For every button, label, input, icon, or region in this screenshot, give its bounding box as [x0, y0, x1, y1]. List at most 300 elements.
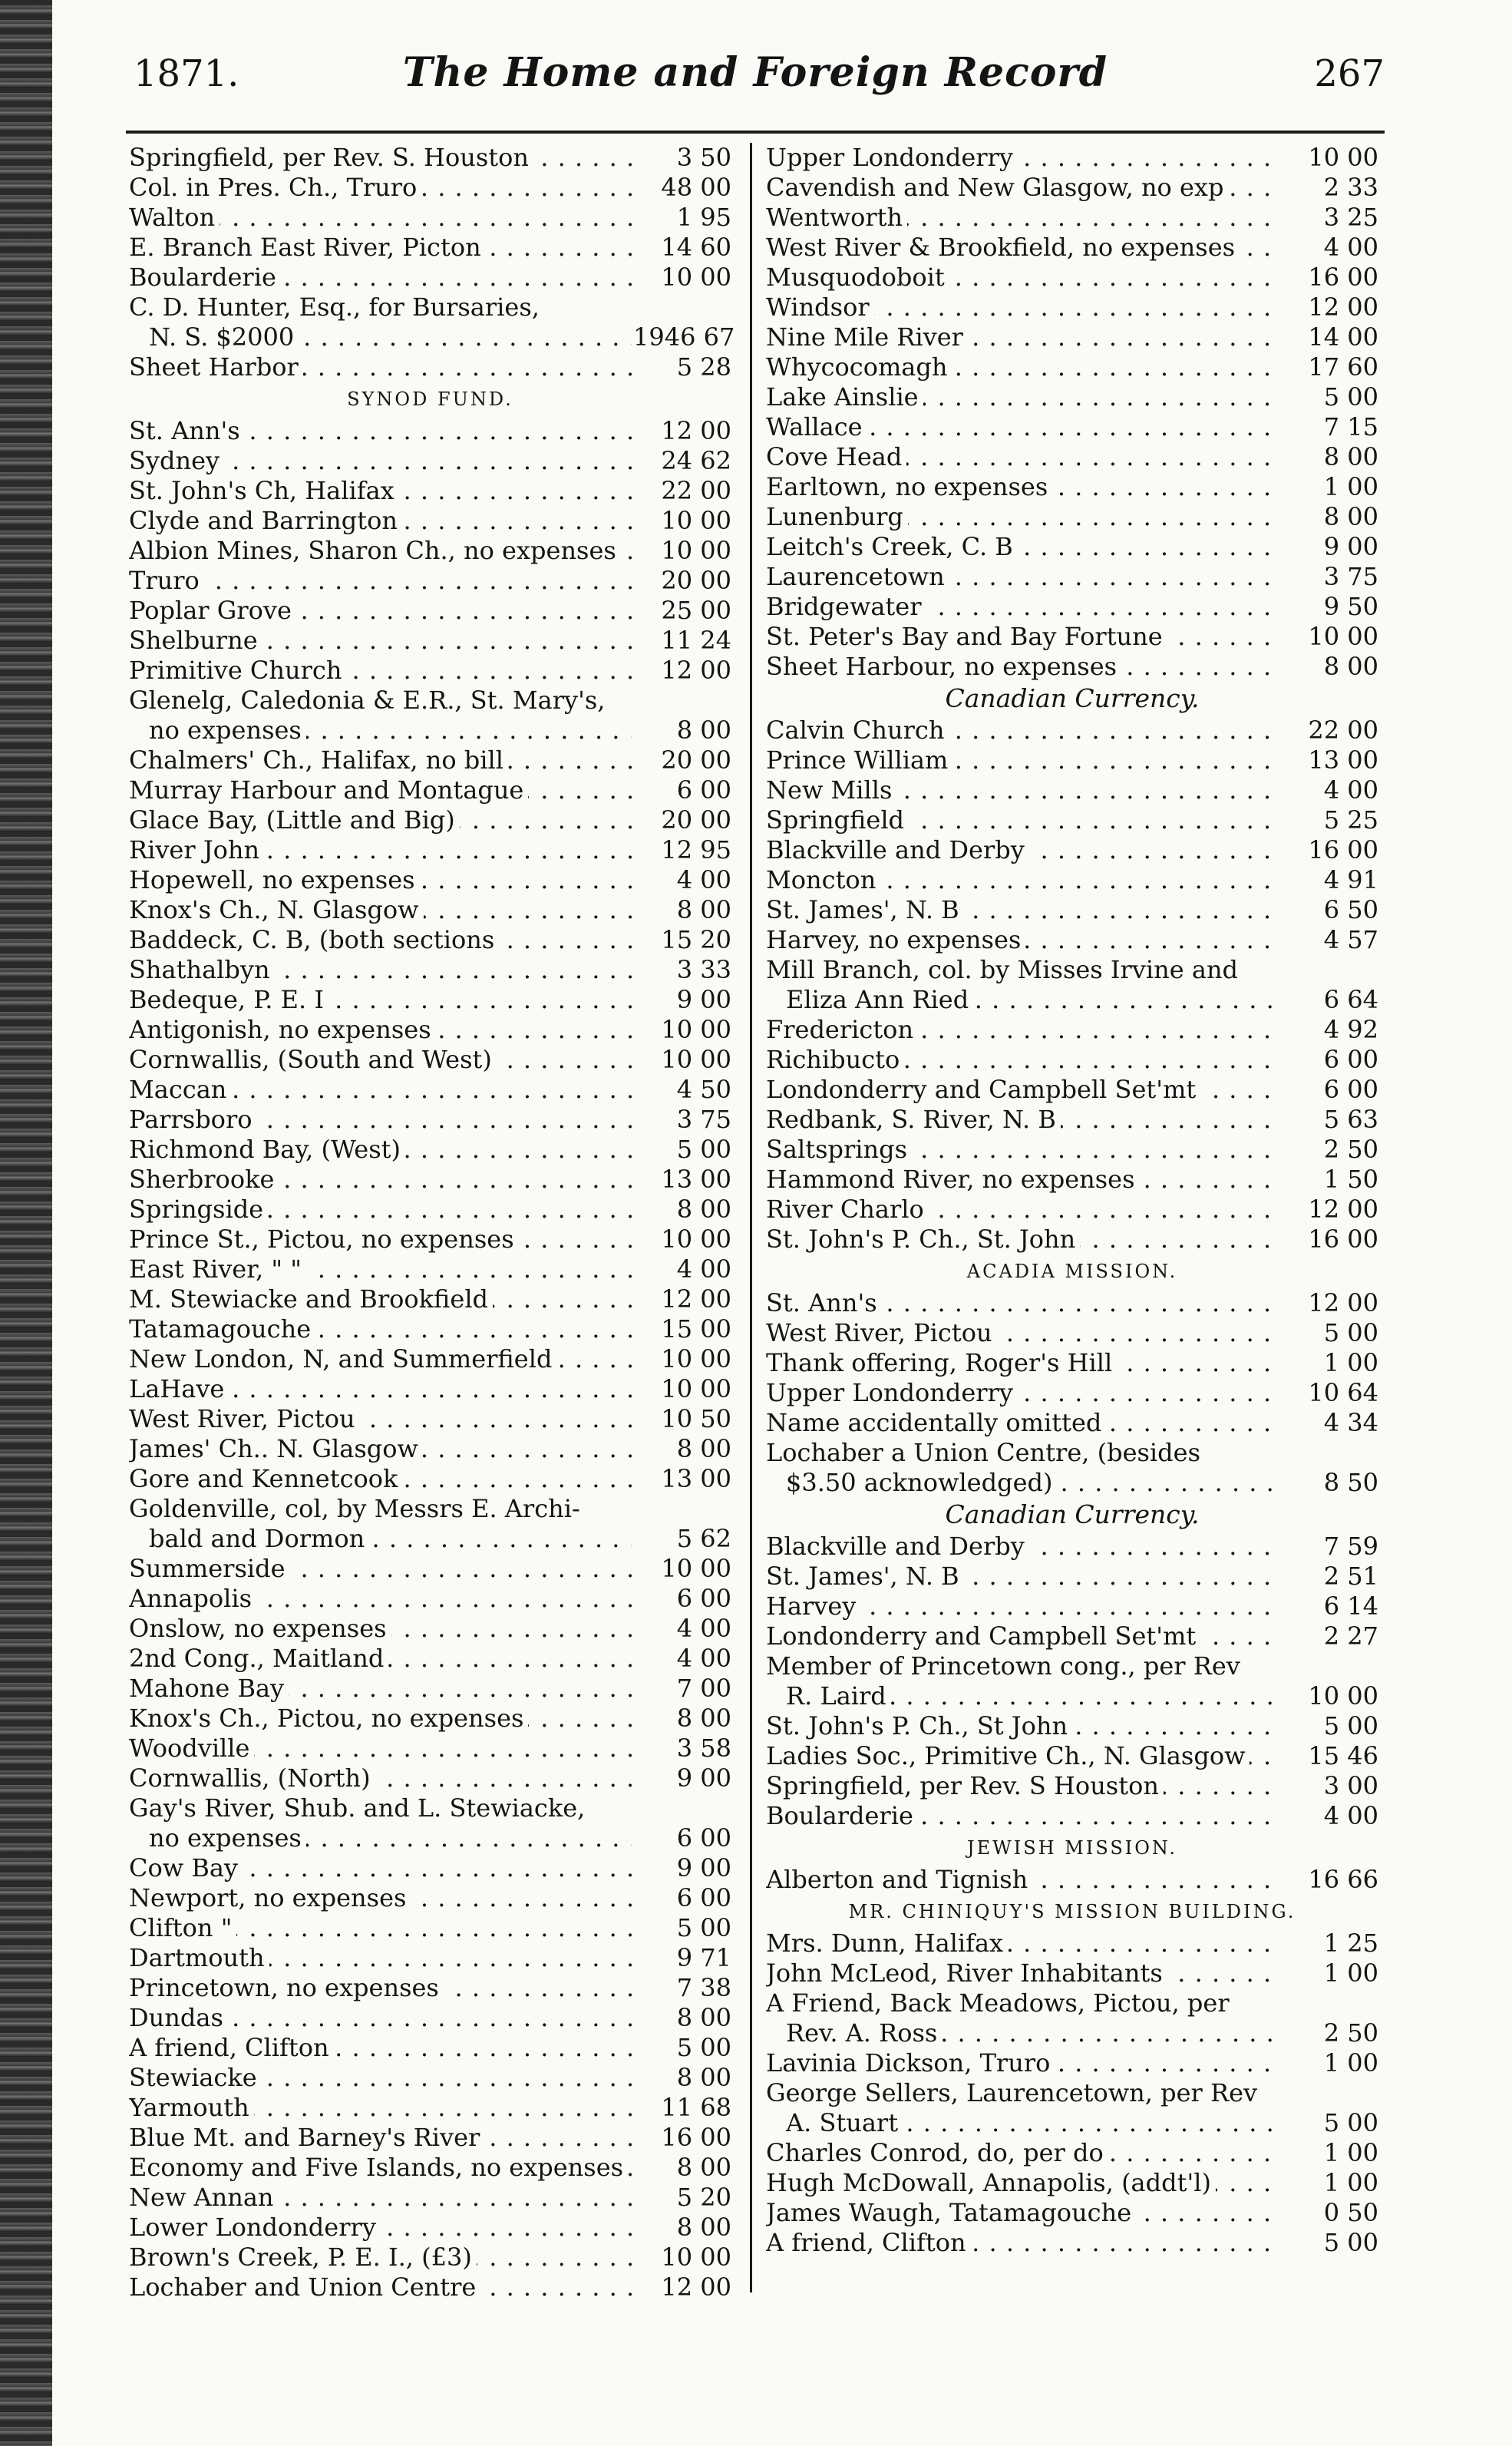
entry-name-text: Leitch's Creek, C. B [766, 532, 1018, 561]
entry-name [129, 2243, 632, 2272]
entry-name [786, 2018, 1279, 2048]
entry-amount: 3 75 [676, 1105, 731, 1134]
entry-name [766, 233, 1279, 263]
entry-name [766, 1771, 1279, 1801]
entry-name-text: Hammond River, no expenses [766, 1165, 1140, 1194]
ledger-entry [766, 2048, 1378, 2078]
entry-name [766, 532, 1279, 562]
ledger-entry [766, 622, 1378, 652]
entry-name-text: Calvin Church [766, 716, 949, 745]
entry-name-text: Gay's River, Shub. and L. Stewiacke, [129, 1793, 589, 1823]
ledger-entry [129, 2153, 731, 2183]
entry-name [129, 2123, 632, 2153]
ledger-entry [129, 352, 731, 382]
entry-name [766, 652, 1279, 682]
ledger-entry [766, 1711, 1378, 1741]
ledger-entry [129, 1554, 731, 1584]
entry-amount: 1 00 [1323, 2138, 1378, 2167]
entry-name-text: Woodville [129, 1734, 254, 1763]
entry-name [766, 592, 1279, 622]
entry-name-text: Harvey [766, 1592, 860, 1621]
entry-name-text: bald and Dormon [149, 1524, 369, 1553]
entry-name-text: Cove Head [766, 442, 906, 471]
entry-name [129, 1225, 632, 1254]
entry-name [129, 955, 632, 985]
entry-name-text: Poplar Grove [129, 596, 296, 625]
ledger-entry [129, 2272, 731, 2302]
entry-name [766, 412, 1279, 442]
entry-name [129, 173, 632, 203]
entry-amount: 12 00 [661, 1284, 731, 1314]
entry-amount: 8 00 [676, 2213, 731, 2242]
entry-name-text: James Waugh, Tatamagouche [766, 2198, 1136, 2227]
entry-amount: 4 00 [1323, 233, 1378, 262]
entry-amount: 13 00 [661, 1165, 731, 1194]
entry-amount: 12 00 [1308, 293, 1378, 322]
entry-amount: 2 50 [1323, 1135, 1378, 1164]
entry-name-text: Fredericton [766, 1015, 918, 1044]
entry-amount: 6 00 [1323, 1075, 1378, 1104]
entry-name [129, 263, 632, 293]
entry-name-text: Windsor [766, 293, 874, 322]
entry-name [766, 1408, 1279, 1438]
subsection-heading: Canadian Currency. [945, 1499, 1200, 1529]
entry-amount: 4 00 [676, 1254, 731, 1284]
entry-name-text: Cow Bay [129, 1853, 243, 1882]
entry-amount: 8 00 [676, 1704, 731, 1733]
entry-name-text: Lunenburg [766, 502, 908, 531]
entry-name-text: Lower Londonderry [129, 2213, 381, 2242]
entry-amount: 10 00 [661, 263, 731, 292]
entry-name-text: Clifton " [129, 1913, 236, 1942]
entry-name [129, 2003, 632, 2033]
entry-name [129, 1883, 632, 1913]
ledger-entry [129, 1075, 731, 1105]
entry-name-text: Dartmouth [129, 1943, 269, 1972]
ledger-entry [766, 1318, 1378, 1348]
entry-amount: 5 00 [1323, 1711, 1378, 1740]
entry-name [766, 2228, 1279, 2258]
entry-name [129, 1973, 632, 2003]
entry-name [129, 1943, 632, 1973]
ledger-entry [766, 1075, 1378, 1105]
entry-name [129, 2183, 632, 2213]
entry-amount: 5 63 [1323, 1105, 1378, 1134]
entry-amount: 10 64 [1308, 1378, 1378, 1407]
entry-amount: 5 00 [1323, 2228, 1378, 2257]
entry-amount: 12 00 [1308, 1288, 1378, 1317]
entry-name [766, 1105, 1279, 1135]
entry-name-text: Nine Mile River [766, 322, 968, 352]
ledger-entry [129, 293, 731, 322]
entry-name-text: Princetown, no expenses [129, 1973, 444, 2002]
entry-name-text: Stewiacke [129, 2063, 262, 2092]
entry-name [766, 472, 1279, 502]
ledger-entry [766, 532, 1378, 562]
entry-amount: 3 50 [676, 143, 731, 172]
entry-amount: 1 95 [676, 203, 731, 232]
ledger-entry [129, 1225, 731, 1254]
entry-amount: 7 00 [676, 1674, 731, 1703]
ledger-entry [766, 263, 1378, 293]
entry-amount: 4 92 [1323, 1015, 1378, 1044]
entry-amount: 17 60 [1308, 352, 1378, 382]
entry-amount: 8 00 [676, 2003, 731, 2032]
ledger-entry [766, 1015, 1378, 1045]
entry-name-text: West River & Brookfield, no expenses [766, 233, 1240, 262]
entry-name [786, 1468, 1279, 1498]
entry-name-text: Blue Mt. and Barney's River [129, 2123, 484, 2152]
entry-name [129, 835, 632, 865]
ledger-entry [129, 566, 731, 596]
entry-name-text: John McLeod, River Inhabitants [766, 1958, 1167, 1988]
entry-amount: 6 00 [676, 775, 731, 805]
entry-name-text: Economy and Five Islands, no expenses [129, 2153, 628, 2182]
entry-name [129, 1793, 632, 1823]
entry-name [129, 2153, 632, 2183]
entry-name [766, 1438, 1279, 1468]
ledger-entry [766, 1651, 1378, 1681]
entry-name-text: no expenses [149, 716, 306, 745]
entry-amount: 11 24 [661, 626, 731, 655]
ledger-entry [129, 1165, 731, 1195]
entry-name [129, 1314, 632, 1344]
entry-name [766, 1651, 1279, 1681]
ledger-entry [129, 1135, 731, 1165]
ledger-entry [129, 1704, 731, 1734]
entry-name-text: Sydney [129, 446, 224, 475]
entry-name [766, 865, 1279, 895]
entry-name-text: River Charlo [766, 1195, 929, 1224]
entry-name-text: Yarmouth [129, 2093, 254, 2122]
entry-amount: 15 46 [1308, 1741, 1378, 1770]
ledger-entry [766, 2078, 1378, 2108]
entry-amount: 20 00 [661, 745, 731, 775]
entry-name-text: Maccan [129, 1075, 231, 1104]
entry-name-text: St. Ann's [766, 1288, 882, 1317]
entry-name [766, 835, 1279, 865]
ledger-entry [129, 1494, 731, 1524]
entry-name-text: A Friend, Back Meadows, Pictou, per [766, 1988, 1234, 2018]
entry-amount: 7 59 [1323, 1532, 1378, 1561]
ledger-entry [766, 412, 1378, 442]
entry-name [766, 1075, 1279, 1105]
entry-name [766, 442, 1279, 472]
entry-name-text: Boularderie [129, 263, 281, 292]
entry-name [129, 536, 632, 566]
entry-amount: 9 50 [1323, 592, 1378, 621]
entry-amount: 10 50 [661, 1404, 731, 1433]
entry-amount: 13 00 [661, 1464, 731, 1493]
entry-name [129, 925, 632, 955]
entry-amount: 8 00 [1323, 652, 1378, 681]
ledger-entry [129, 895, 731, 925]
ledger-entry [129, 1674, 731, 1704]
entry-amount: 6 00 [676, 1823, 731, 1853]
entry-name-text: Laurencetown [766, 562, 949, 591]
ledger-entry [129, 233, 731, 263]
entry-name-text: Blackville and Derby [766, 1532, 1029, 1561]
entry-name [766, 562, 1279, 592]
entry-name-text: Lochaber and Union Centre [129, 2272, 480, 2302]
ledger-entry [766, 1681, 1378, 1711]
entry-name-text: Richibucto [766, 1045, 904, 1074]
entry-amount: 9 00 [676, 1853, 731, 1882]
ledger-entry [129, 1344, 731, 1374]
entry-amount: 10 00 [661, 506, 731, 535]
entry-name-text: Bedeque, P. E. I [129, 985, 328, 1014]
entry-amount: 10 00 [661, 1554, 731, 1583]
ledger-entry [766, 745, 1378, 775]
entry-name-text: Londonderry and Campbell Set'mt [766, 1075, 1200, 1104]
ledger-entry [129, 1943, 731, 1973]
ledger-entry [129, 805, 731, 835]
entry-name [766, 1988, 1279, 2018]
ledger-entry [766, 865, 1378, 895]
entry-name-text: Annapolis [129, 1584, 256, 1613]
entry-name [129, 596, 632, 626]
entry-name-text: Blackville and Derby [766, 835, 1029, 864]
entry-amount: 9 00 [676, 985, 731, 1014]
ledger-entry [129, 596, 731, 626]
entry-name-text: Mrs. Dunn, Halifax [766, 1929, 1008, 1958]
entry-name-text: Truro [129, 566, 204, 595]
entry-amount: 5 00 [676, 1913, 731, 1942]
ledger-entry [129, 1614, 731, 1644]
entry-name [129, 1584, 632, 1614]
entry-name [129, 1135, 632, 1165]
entry-name [129, 233, 632, 263]
entry-name [766, 2168, 1279, 2198]
entry-name [766, 805, 1279, 835]
entry-name-text: Londonderry and Campbell Set'mt [766, 1621, 1200, 1651]
entry-amount: 22 00 [1308, 716, 1378, 745]
entry-amount: 5 20 [676, 2183, 731, 2212]
ledger-entry [129, 1853, 731, 1883]
entry-name [766, 1741, 1279, 1771]
entry-name-text: Lavinia Dickson, Truro [766, 2048, 1055, 2077]
entry-name [129, 1374, 632, 1404]
ledger-entry [129, 1404, 731, 1434]
entry-name [786, 1681, 1279, 1711]
entry-name-text: New Mills [766, 775, 896, 805]
ledger-entry [129, 1195, 731, 1225]
ledger-entry [129, 835, 731, 865]
entry-name [129, 2093, 632, 2123]
entry-name-text: 2nd Cong., Maitland [129, 1644, 388, 1673]
entry-amount: 1 00 [1323, 472, 1378, 501]
ledger-entry [766, 2108, 1378, 2138]
ledger-entry [766, 716, 1378, 745]
entry-name-text: Prince William [766, 745, 952, 775]
entry-name-text: Murray Harbour and Montague [129, 775, 528, 805]
entry-name-text: Col. in Pres. Ch., Truro [129, 173, 421, 202]
entry-name-text: George Sellers, Laurencetown, per Rev [766, 2078, 1262, 2107]
entry-name-text: N. S. $2000 [149, 322, 299, 352]
entry-amount: 16 00 [1308, 263, 1378, 292]
entry-name [129, 1913, 632, 1943]
entry-name-text: Glace Bay, (Little and Big) [129, 805, 460, 835]
entry-name [766, 2078, 1279, 2108]
entry-amount: 9 71 [676, 1943, 731, 1972]
entry-name-text: New London, N, and Summerfield [129, 1344, 556, 1373]
ledger-entry [129, 143, 731, 173]
entry-name [129, 1015, 632, 1045]
entry-amount: 6 14 [1323, 1592, 1378, 1621]
entry-name [129, 1554, 632, 1584]
entry-amount: 16 66 [1308, 1865, 1378, 1894]
entry-name-text: St. John's P. Ch., St. John [766, 1225, 1080, 1254]
ledger-entry [129, 2183, 731, 2213]
entry-name-text: Prince St., Pictou, no expenses [129, 1225, 519, 1254]
entry-name-text: St. James', N. B [766, 895, 964, 924]
ledger-entry [766, 592, 1378, 622]
entry-amount: 11 68 [661, 2093, 731, 2122]
entry-amount: 8 00 [676, 1195, 731, 1224]
ledger-entry [129, 2123, 731, 2153]
ledger-entry [766, 1165, 1378, 1195]
entry-amount: 10 00 [661, 2243, 731, 2272]
entry-name-text: Springfield, per Rev. S Houston [766, 1771, 1164, 1800]
ledger-entry [766, 143, 1378, 173]
entry-name [766, 293, 1279, 322]
entry-amount: 1 00 [1323, 1958, 1378, 1988]
ledger-entry [766, 1378, 1378, 1408]
entry-amount: 5 00 [676, 2033, 731, 2062]
entry-amount: 1 25 [1323, 1929, 1378, 1958]
ledger-entry [129, 1374, 731, 1404]
entry-name-text: Parrsboro [129, 1105, 257, 1134]
entry-amount: 2 50 [1323, 2018, 1378, 2048]
entry-name-text: Summerside [129, 1554, 290, 1583]
entry-name-text: Earltown, no expenses [766, 472, 1052, 501]
entry-amount: 13 00 [1308, 745, 1378, 775]
entry-name [129, 1434, 632, 1464]
ledger-entry [129, 865, 731, 895]
entry-amount: 22 00 [661, 476, 731, 505]
entry-amount: 12 00 [661, 656, 731, 685]
entry-name [129, 775, 632, 805]
ledger-entry [766, 2198, 1378, 2228]
ledger-entry [766, 955, 1378, 985]
ledger-entry [129, 2033, 731, 2063]
header-rule [126, 131, 1385, 134]
entry-name [766, 1045, 1279, 1075]
entry-amount: 3 75 [1323, 562, 1378, 591]
entry-amount: 3 25 [1323, 203, 1378, 232]
entry-amount: 8 00 [1323, 502, 1378, 531]
entry-name [766, 1801, 1279, 1831]
entry-name-text: Richmond Bay, (West) [129, 1135, 405, 1164]
entry-name [129, 476, 632, 506]
entry-amount: 4 00 [676, 1614, 731, 1643]
entry-name-text: Redbank, S. River, N. B [766, 1105, 1061, 1134]
section-heading: JEWISH MISSION. [966, 1837, 1178, 1859]
entry-name [766, 1562, 1279, 1592]
entry-amount: 14 00 [1308, 322, 1378, 352]
ledger-entry [766, 1045, 1378, 1075]
entry-name-text: Musquodoboit [766, 263, 949, 292]
entry-amount: 8 00 [1323, 442, 1378, 471]
entry-amount: 8 00 [676, 2063, 731, 2092]
entry-amount: 16 00 [1308, 1225, 1378, 1254]
entry-name-text: West River, Pictou [766, 1318, 997, 1347]
entry-name-text: Cornwallis, (South and West) [129, 1045, 497, 1074]
entry-amount: 5 00 [1323, 1318, 1378, 1347]
entry-name [766, 143, 1279, 173]
ledger-entry [766, 1865, 1378, 1895]
ledger-entry [129, 745, 731, 775]
entry-name [129, 1853, 632, 1883]
ledger-entry [129, 1314, 731, 1344]
left-column [129, 143, 735, 2302]
entry-name [766, 203, 1279, 233]
entry-amount: 4 34 [1323, 1408, 1378, 1437]
ledger-entry [766, 805, 1378, 835]
entry-name [129, 446, 632, 476]
right-column [766, 143, 1378, 2258]
entry-name-text: Goldenville, col, by Messrs E. Archi- [129, 1494, 585, 1523]
ledger-entry [766, 985, 1378, 1015]
entry-amount: 15 00 [661, 1314, 731, 1344]
entry-amount: 12 00 [661, 2272, 731, 2302]
entry-name [766, 1929, 1279, 1958]
entry-amount: 2 27 [1323, 1621, 1378, 1651]
entry-name-text: A. Stuart [786, 2108, 903, 2137]
ledger-entry [766, 1438, 1378, 1468]
entry-name [766, 622, 1279, 652]
entry-name-text: Newport, no expenses [129, 1883, 411, 1912]
ledger-entry [129, 203, 731, 233]
page-number: 267 [1314, 52, 1385, 95]
ledger-entry [766, 1958, 1378, 1988]
entry-name [766, 1015, 1279, 1045]
ledger-entry [129, 1973, 731, 2003]
entry-name-text: St. James', N. B [766, 1562, 964, 1591]
entry-amount: 10 00 [1308, 622, 1378, 651]
ledger-entry [766, 293, 1378, 322]
entry-name-text: Springfield [766, 805, 909, 835]
entry-name [129, 686, 632, 716]
ledger-entry [766, 775, 1378, 805]
entry-name [766, 716, 1279, 745]
section-heading: ACADIA MISSION. [966, 1261, 1178, 1282]
entry-name [766, 1621, 1279, 1651]
entry-name-text: Ladies Soc., Primitive Ch., N. Glasgow [766, 1741, 1250, 1770]
entry-name-text: Alberton and Tignish [766, 1865, 1032, 1894]
header-title: The Home and Foreign Record [402, 49, 1108, 96]
entry-name-text: $3.50 acknowledged) [786, 1468, 1057, 1497]
entry-amount: 10 00 [1308, 1681, 1378, 1711]
ledger-entry [129, 2003, 731, 2033]
entry-name [129, 1464, 632, 1494]
entry-name-text: Cavendish and New Glasgow, no exp [766, 173, 1228, 202]
entry-name [766, 1225, 1279, 1254]
entry-name-text: Bridgewater [766, 592, 926, 621]
entry-name [766, 2138, 1279, 2168]
entry-name [766, 955, 1279, 985]
entry-amount: 12 00 [1308, 1195, 1378, 1224]
entry-amount: 9 00 [1323, 532, 1378, 561]
entry-name-text: Albion Mines, Sharon Ch., no expenses [129, 536, 621, 565]
ledger-entry [129, 322, 735, 352]
entry-name-text: R. Laird [786, 1681, 891, 1711]
entry-name [786, 2108, 1279, 2138]
entry-amount: 16 00 [661, 2123, 731, 2152]
entry-amount: 20 00 [661, 805, 731, 835]
entry-amount: 10 00 [661, 1225, 731, 1254]
scan-binding-edge [0, 0, 52, 2446]
